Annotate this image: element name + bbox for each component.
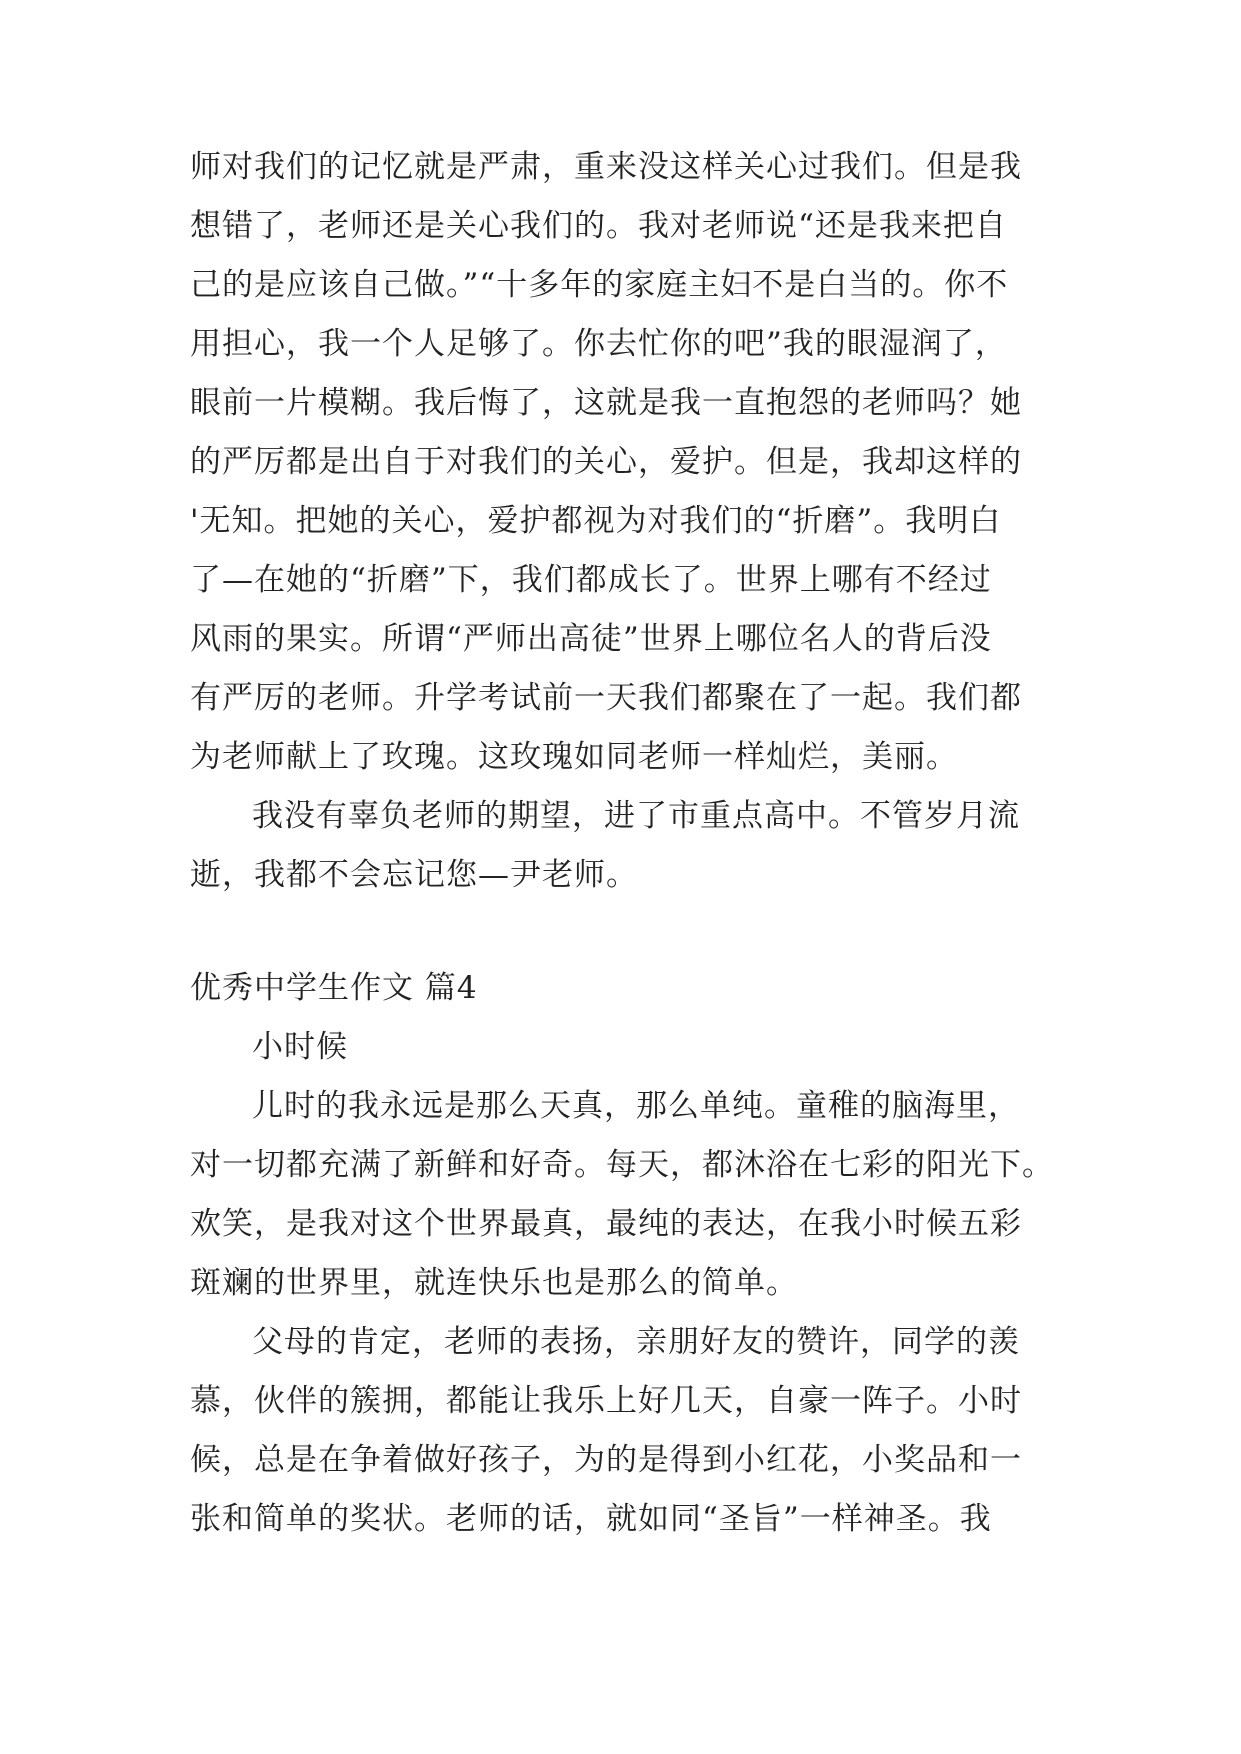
- text-line: 斑斓的世界里，就连快乐也是那么的简单。: [190, 1265, 798, 1301]
- paragraph-first-line: 儿时的我永远是那么天真，那么单纯。童稚的脑海里，: [252, 1088, 1020, 1124]
- text-line: 己的是应该自己做。”“十多年的家庭主妇不是白当的。你不: [190, 267, 1009, 303]
- text-line: 候，总是在争着做好孩子，为的是得到小红花，小奖品和一: [190, 1442, 1022, 1478]
- text-line: 逝，我都不会忘记您—尹老师。: [190, 857, 638, 893]
- text-line: 风雨的果实。所谓“严师出高徒”世界上哪位名人的背后没: [190, 621, 992, 657]
- paragraph-first-line: 父母的肯定，老师的表扬，亲朋好友的赞许，同学的羡: [252, 1324, 1020, 1360]
- text-line: 了—在她的“折磨”下，我们都成长了。世界上哪有不经过: [190, 562, 992, 598]
- text-line: 慕，伙伴的簇拥，都能让我乐上好几天，自豪一阵子。小时: [190, 1383, 1022, 1419]
- text-line: 用担心，我一个人足够了。你去忙你的吧”我的眼湿润了，: [190, 326, 1007, 362]
- section-heading: 优秀中学生作文 篇4: [190, 970, 478, 1006]
- text-line: 眼前一片模糊。我后悔了，这就是我一直抱怨的老师吗？她: [190, 385, 1022, 421]
- text-line: 师对我们的记忆就是严肃，重来没这样关心过我们。但是我: [190, 149, 1022, 185]
- text-line: 对一切都充满了新鲜和好奇。每天，都沐浴在七彩的阳光下。: [190, 1147, 1054, 1183]
- text-line: 想错了，老师还是关心我们的。我对老师说“还是我来把自: [190, 208, 1007, 244]
- text-line: '无知。把她的关心，爱护都视为对我们的“折磨”。我明白: [190, 503, 1002, 539]
- text-line: 为老师献上了玫瑰。这玫瑰如同老师一样灿烂，美丽。: [190, 739, 958, 775]
- essay-title: 小时候: [252, 1029, 348, 1065]
- text-line: 的严厉都是出自于对我们的关心，爱护。但是，我却这样的: [190, 444, 1022, 480]
- text-line: 有严厉的老师。升学考试前一天我们都聚在了一起。我们都: [190, 680, 1022, 716]
- text-line: 欢笑，是我对这个世界最真，最纯的表达，在我小时候五彩: [190, 1206, 1022, 1242]
- paragraph-first-line: 我没有辜负老师的期望，进了市重点高中。不管岁月流: [252, 798, 1020, 834]
- text-line: 张和简单的奖状。老师的话，就如同“圣旨”一样神圣。我: [190, 1501, 992, 1537]
